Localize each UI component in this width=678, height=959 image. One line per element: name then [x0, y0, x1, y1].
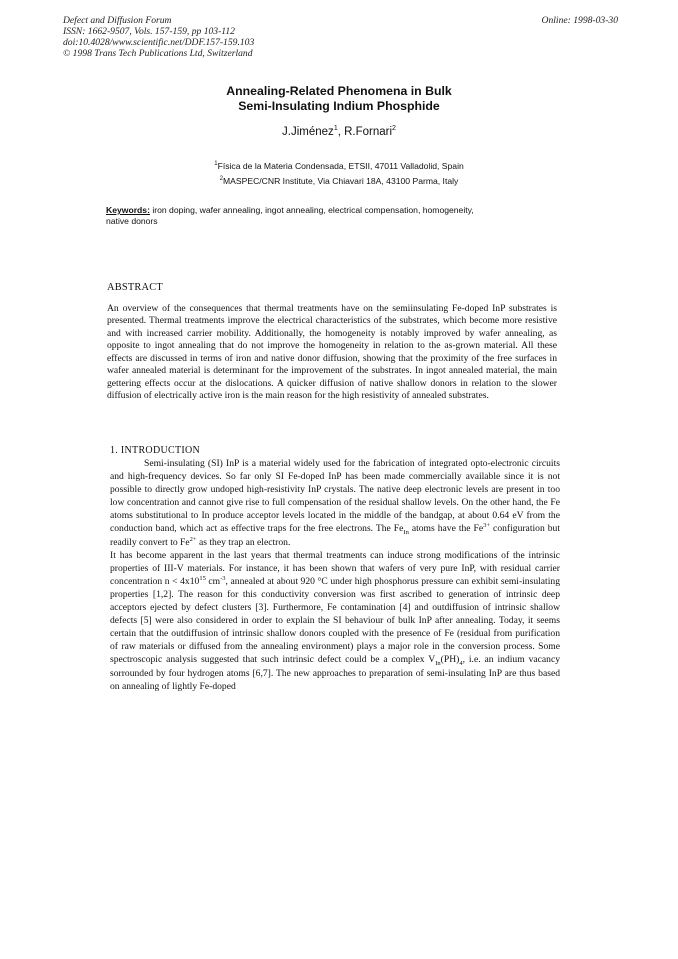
- publication-header: [63, 15, 618, 59]
- affiliation-1-text: Física de la Materia Condensada, ETSII, 47011 Valladolid, Spain: [217, 161, 464, 171]
- keywords-text: iron doping, wafer annealing, ingot annealing, electrical compensation, homogeneity, native donors: [106, 205, 474, 226]
- author-2: R.Fornari: [344, 126, 393, 138]
- keywords: [106, 205, 486, 227]
- intro-paragraph-1: Semi-insulating (SI) InP is a material widely used for the fabrication of integrated opto-electronic circuits and high-frequency devices. So far only SI Fe-doped InP has been made commercially available since it is not possible to directly grow undoped high-resistivity InP crystals. The native deep electronic levels are present in too low concentration and cannot give rise to full compensation of the residual shallow levels. On the other hand, the Fe atoms substitutional to In produce acceptor levels located in the middle of the bandgap, at about 0.64 eV from the conduction band, which act as effective traps for the free electrons. The $Fe_{In}$ atoms have the $Fe^{3+}$ configuration but readily convert to $Fe^{2+}$ as they trap an electron.: [110, 458, 560, 548]
- section-heading-introduction: 1. INTRODUCTION: [110, 445, 201, 456]
- issn-line: ISSN: 1662-9507, Vols. 157-159, pp 103-112: [63, 26, 235, 37]
- copyright-line: © 1998 Trans Tech Publications Ltd, Switzerland: [63, 48, 253, 59]
- affiliation-2: [0, 174, 678, 189]
- author-1-affil-mark: 1: [333, 125, 338, 133]
- affiliations: [0, 159, 678, 189]
- author-list: [0, 126, 678, 138]
- author-1: J.Jiménez: [282, 126, 334, 138]
- paper-title: [0, 84, 678, 113]
- doi-line: doi:10.4028/www.scientific.net/DDF.157-159.103: [63, 37, 255, 48]
- affiliation-2-mark: 2: [219, 176, 223, 183]
- keywords-label: Keywords:: [106, 205, 150, 215]
- affiliation-2-text: MASPEC/CNR Institute, Via Chiavari 18A, 43100 Parma, Italy: [223, 176, 459, 186]
- affiliation-1: [0, 159, 678, 174]
- journal-name: Defect and Diffusion Forum: [63, 15, 172, 26]
- introduction-body: [110, 457, 560, 693]
- online-date: Online: 1998-03-30: [541, 15, 618, 26]
- intro-paragraph-2: It has become apparent in the last years that thermal treatments can induce strong modifications of the intrinsic properties of III-V materials. For instance, it has been shown that wafers of very pure InP, with residual carrier concentration $n < 4x10^{15}$ $cm^{-3}$, annealed at about 920 °C under high phosphorus pressure can exhibit semi-insulating properties [1,2]. The reason for this conductivity conversion was first ascribed to generation of intrinsic deep acceptors ejected by defect clusters [3]. Furthermore, Fe contamination [4] and outdiffusion of intrinsic shallow defects [5] were also considered in order to explain the SI behaviour of bulk InP after annealing. Today, it seems certain that the outdiffusion of intrinsic shallow donors coupled with the presence of Fe (residual from purification of raw materials or diffused from the annealing environment) plays a major role in the conversion process. Some spectroscopic analysis suggested that such intrinsic defect could be a complex $V_{In}(PH)_4$, i.e. an indium vacancy sorrounded by four hydrogen atoms [6,7]. The new approaches to preparation of semi-insulating InP are thus based on annealing of lightly Fe-doped: [110, 549, 561, 692]
- affiliation-1-mark: 1: [214, 161, 218, 168]
- title-line-2: Semi-Insulating Indium Phosphide: [238, 98, 440, 113]
- abstract-heading: ABSTRACT: [107, 282, 163, 293]
- title-line-1: Annealing-Related Phenomena in Bulk: [226, 84, 452, 98]
- abstract-body: An overview of the consequences that thermal treatments have on the semiinsulating Fe-doped InP substrates is presented. Thermal treatments improve the electrical characteristics of the substrates, which become more resistive and with increased carrier mobility. Additionally, the homogeneity is notably improved by wafer annealing, as opposite to ingot annealing that do not improve the homogeneity in relation to the as-grown material. All these effects are discussed in terms of iron and native donor diffusion, showing that the proximity of the free surfaces in wafer annealed material is determinant for the improvement of the substrates. In ingot annealed material, the main gettering effects occur at the dislocations. A quicker diffusion of native shallow donors in relation to the slower diffusion of electrically active iron is the main reason for the high resistivity of annealed substrates.: [107, 303, 557, 402]
- author-2-affil-mark: 2: [392, 125, 396, 133]
- author-separator: ,: [337, 126, 345, 138]
